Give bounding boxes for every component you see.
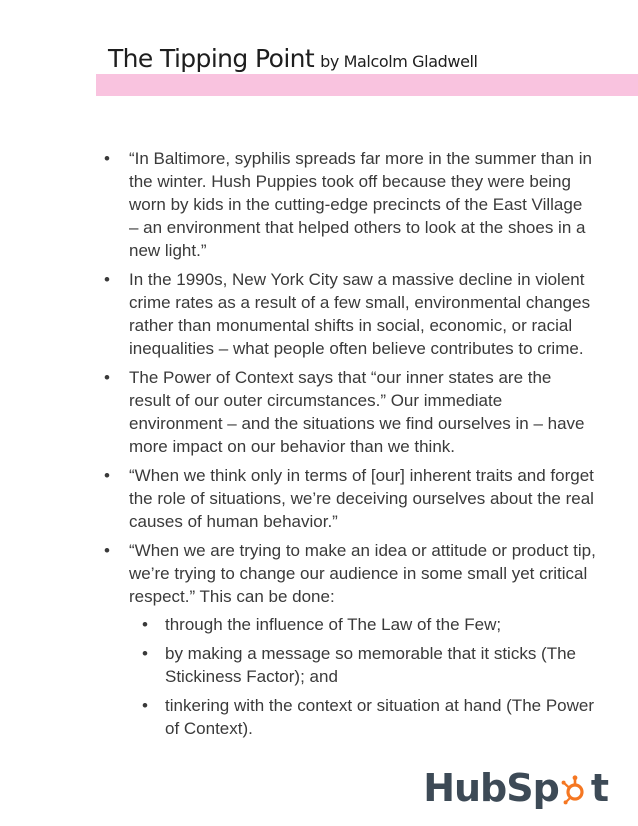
book-byline: by Malcolm Gladwell bbox=[320, 52, 478, 71]
sprocket-icon bbox=[560, 775, 590, 805]
bullet-text: “In Baltimore, syphilis spreads far more in the summer than in the winter. Hush Puppies took off because they were being worn by kids in the cutting-edge precincts of the East Village – an environment that helped others to look at the shoes in a new light.” bbox=[129, 149, 592, 260]
bullet-text: The Power of Context says that “our inner states are the result of our outer circumstances.” Our immediate environment – and the situations we find ourselves in – have more impact on our behavior than we think. bbox=[129, 368, 585, 456]
bullet-item bbox=[96, 464, 596, 533]
bullet-marker: • bbox=[142, 696, 148, 715]
sub-bullet-item bbox=[129, 694, 596, 740]
sub-bullet-list bbox=[129, 613, 596, 740]
bullet-item bbox=[96, 539, 596, 740]
bullet-text: In the 1990s, New York City saw a massive decline in violent crime rates as a result of a few small, environmental changes rather than monumental shifts in social, economic, or racial inequalities – what people often believe contributes to crime. bbox=[129, 270, 591, 358]
bullet-list bbox=[96, 147, 596, 740]
sub-bullet-item bbox=[129, 642, 596, 688]
bullet-item bbox=[96, 147, 596, 262]
title-highlight-bar bbox=[96, 74, 638, 96]
bullet-marker: • bbox=[142, 644, 148, 663]
bullet-marker: • bbox=[104, 466, 110, 485]
sub-bullet-text: by making a message so memorable that it sticks (The Stickiness Factor); and bbox=[165, 644, 576, 686]
sub-bullet-text: through the influence of The Law of the Few; bbox=[165, 615, 502, 634]
bullet-item bbox=[96, 268, 596, 360]
bullet-text: “When we think only in terms of [our] inherent traits and forget the role of situations, we’re deceiving ourselves about the real causes of human behavior.” bbox=[129, 466, 594, 531]
book-title: The Tipping Point bbox=[108, 44, 315, 73]
bullet-marker: • bbox=[104, 149, 110, 168]
bullet-marker: • bbox=[142, 615, 148, 634]
content-body bbox=[96, 147, 596, 746]
logo-text-start: HubSp bbox=[423, 766, 559, 810]
sub-bullet-item bbox=[129, 613, 596, 636]
bullet-marker: • bbox=[104, 270, 110, 289]
bullet-item bbox=[96, 366, 596, 458]
hubspot-logo bbox=[423, 766, 608, 810]
sub-bullet-text: tinkering with the context or situation at hand (The Power of Context). bbox=[165, 696, 595, 738]
bullet-marker: • bbox=[104, 541, 110, 560]
bullet-text: “When we are trying to make an idea or attitude or product tip, we’re trying to change our audience in some small yet critical respect.” This can be done: bbox=[129, 541, 596, 606]
logo-text-end: t bbox=[590, 766, 608, 810]
bullet-marker: • bbox=[104, 368, 110, 387]
page-title bbox=[108, 44, 478, 73]
